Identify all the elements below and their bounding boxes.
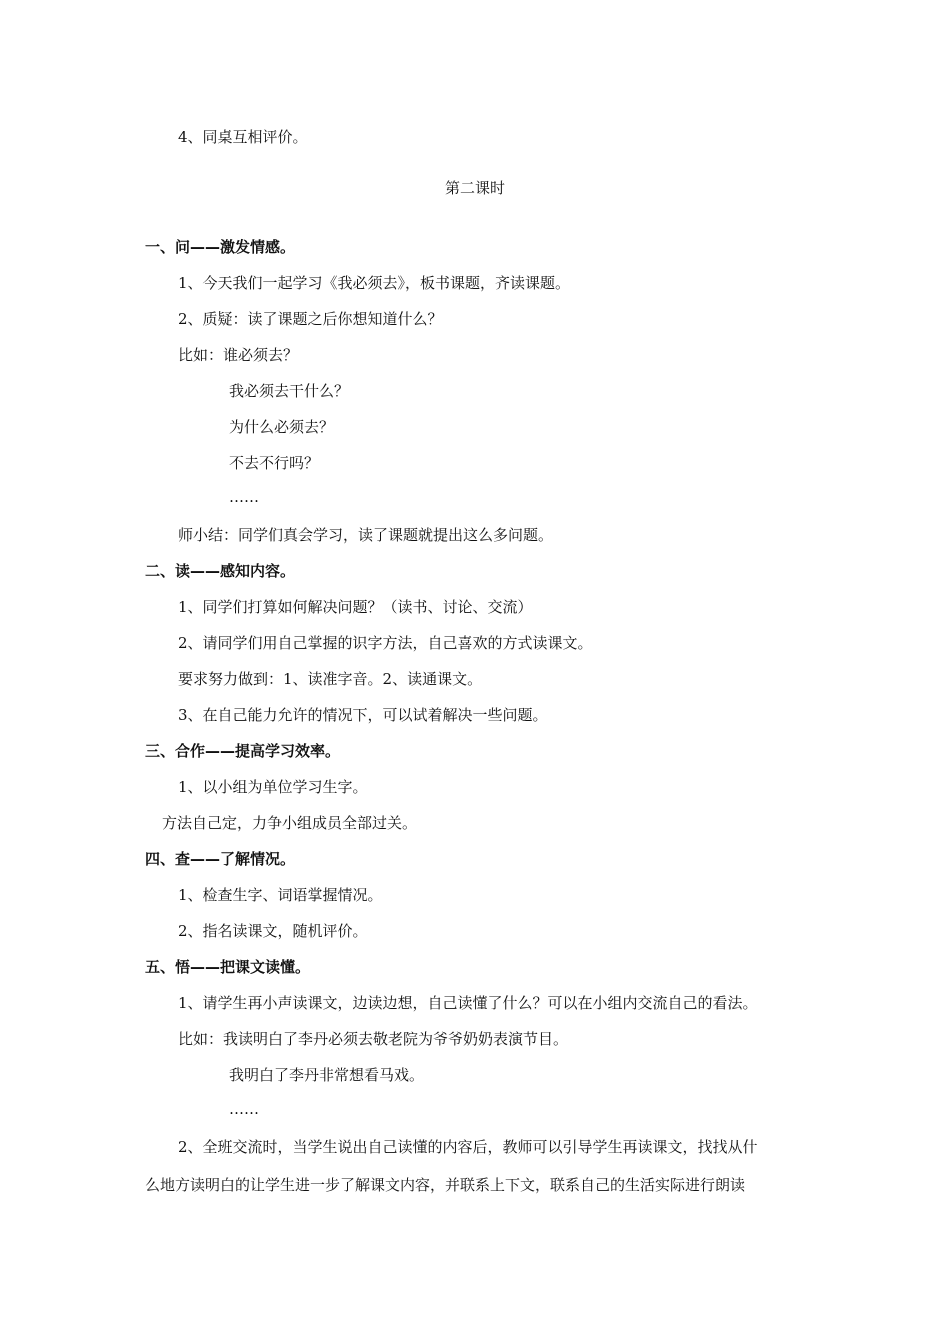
paragraph: 2、请同学们用自己掌握的识字方法，自己喜欢的方式读课文。 [178, 634, 593, 652]
section-heading-2: 二、读——感知内容。 [145, 562, 296, 580]
ellipsis: …… [229, 1100, 259, 1118]
paragraph: 2、全班交流时，当学生说出自己读懂的内容后，教师可以引导学生再读课文，找找从什 [178, 1138, 758, 1156]
paragraph: 我必须去干什么？ [229, 382, 350, 400]
lesson-title: 第二课时 [444, 179, 505, 197]
paragraph: 比如：我读明白了李丹必须去敬老院为爷爷奶奶表演节目。 [178, 1030, 569, 1048]
paragraph: 方法自己定，力争小组成员全部过关。 [162, 814, 418, 832]
section-heading-4: 四、查——了解情况。 [145, 850, 296, 868]
section-heading-1: 一、问——激发情感。 [145, 238, 296, 256]
paragraph: 2、质疑：读了课题之后你想知道什么？ [178, 310, 443, 328]
paragraph: 1、请学生再小声读课文，边读边想，自己读懂了什么？可以在小组内交流自己的看法。 [178, 994, 758, 1012]
paragraph: 要求努力做到：1、读准字音。2、读通课文。 [178, 670, 483, 688]
section-heading-3: 三、合作——提高学习效率。 [145, 742, 341, 760]
paragraph: 1、今天我们一起学习《我必须去》，板书课题，齐读课题。 [178, 274, 571, 292]
paragraph: 1、检查生字、词语掌握情况。 [178, 886, 383, 904]
paragraph: 师小结：同学们真会学习，读了课题就提出这么多问题。 [178, 526, 554, 544]
ellipsis: …… [229, 488, 259, 506]
paragraph: 不去不行吗？ [229, 454, 320, 472]
paragraph: 比如：谁必须去？ [178, 346, 299, 364]
paragraph: 我明白了李丹非常想看马戏。 [229, 1066, 425, 1084]
list-item: 4、同桌互相评价。 [178, 128, 308, 146]
paragraph: 么地方读明白的让学生进一步了解课文内容，并联系上下文，联系自己的生活实际进行朗读 [145, 1176, 746, 1194]
paragraph: 3、在自己能力允许的情况下，可以试着解决一些问题。 [178, 706, 548, 724]
paragraph: 1、同学们打算如何解决问题？（读书、讨论、交流） [178, 598, 533, 616]
paragraph: 1、以小组为单位学习生字。 [178, 778, 368, 796]
paragraph: 2、指名读课文，随机评价。 [178, 922, 368, 940]
section-heading-5: 五、悟——把课文读懂。 [145, 958, 311, 976]
paragraph: 为什么必须去？ [229, 418, 335, 436]
